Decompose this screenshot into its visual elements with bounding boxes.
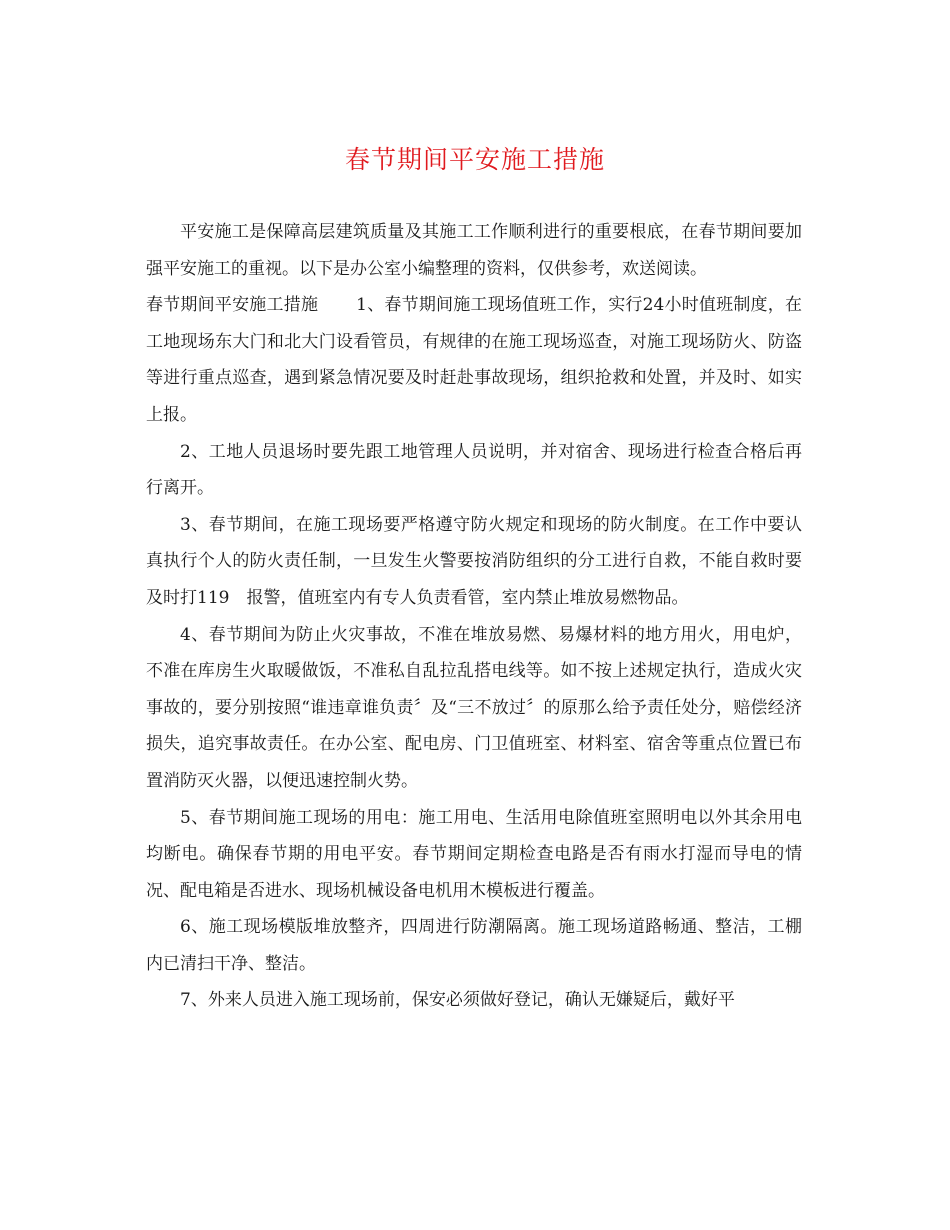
item-1: 1、春节期间施工现场值班工作，实行24小时值班制度，在工地现场东大门和北大门设看管员，有规律的在施工现场巡查，对施工现场防火、防盗等进行重点巡查，遇到紧急情况要及时赶赴事故现场，组织抢救和处置，并及时、如实上报。	[146, 295, 802, 425]
section-paragraph	[146, 287, 802, 433]
item-2: 2、工地人员退场时要先跟工地管理人员说明，并对宿舍、现场进行检查合格后再行离开。	[146, 441, 802, 499]
intro-paragraph: 平安施工是保障高层建筑质量及其施工工作顺利进行的重要根底，在春节期间要加强平安施工的重视。以下是办公室小编整理的资料，仅供参考，欢送阅读。	[146, 222, 802, 279]
item-4: 4、春节期间为防止火灾事故，不准在堆放易燃、易爆材料的地方用火，用电炉，不准在库房生火取暖做饭，不准私自乱拉乱搭电线等。如不按上述规定执行，造成火灾事故的，要分别按照“谁违章谁负责〞及“三不放过〞的原那么给予责任处分，赔偿经济损失，追究事故责任。在办公室、配电房、门卫值班室、材料室、宿舍等重点位置已布置消防灭火器，以便迅速控制火势。	[146, 624, 802, 791]
section-heading: 春节期间平安施工措施	[146, 295, 319, 316]
item-6: 6、施工现场模版堆放整齐，四周进行防潮隔离。施工现场道路畅通、整洁，工棚内已清扫干净、整洁。	[146, 917, 802, 974]
document-body	[146, 214, 802, 1019]
document-title: 春节期间平安施工措施	[344, 145, 605, 174]
item-5: 5、春节期间施工现场的用电：施工用电、生活用电除值班室照明电以外其余用电均断电。确保春节期的用电平安。春节期间定期检查电路是否有雨水打湿而导电的情况、配电箱是否进水、现场机械设备电机用木模板进行覆盖。	[146, 807, 802, 901]
item-7: 7、外来人员进入施工现场前，保安必须做好登记，确认无嫌疑后，戴好平	[180, 990, 735, 1011]
item-3: 3、春节期间，在施工现场要严格遵守防火规定和现场的防火制度。在工作中要认真执行个人的防火责任制，一旦发生火警要按消防组织的分工进行自救，不能自救时要及时打119 报警，值班室内有专人负责看管，室内禁止堆放易燃物品。	[146, 514, 802, 608]
